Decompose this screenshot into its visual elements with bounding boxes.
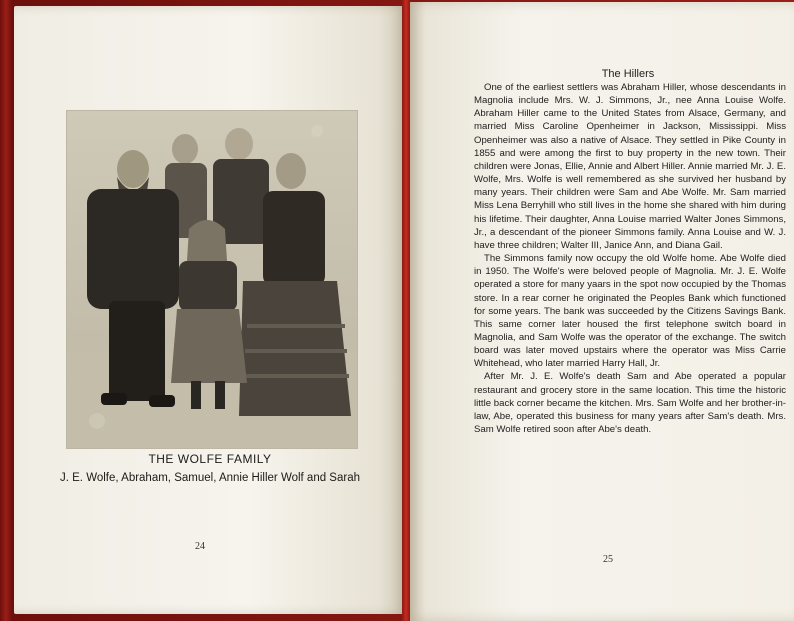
page-number-left: 24 — [195, 541, 205, 552]
paragraph-1: One of the earliest settlers was Abraham Hiller, whose descendants in Magnolia include Mrs. W. J. Simmons, Jr., nee Anna Louise Wolfe. Abraham Hiller came to the United States from Alsace, Germany, and married Miss Caroline Openheimer in Jackson, Mississippi. Miss Openheimer was also a native of Alsace. They settled in Pike County in 1855 and were among the first to buy property in the new town. Their children were Jonas, Ellie, Annie and Albert Hiller. Annie married Mr. J. E. Wolfe, Mrs. Wolfe is well remembered as she survived her husband by many years. Their children were Sam and Abe Wolfe. Mr. Sam married Miss Lena Berryhill who still lives in the home she shared with him during his lifetime. Their daughter, Anna Louise married Walter Jones Simmons, Jr., a descendant of the pioneer Simmons family. Anna Louise and W. J. have three children; Walter III, Janice Ann, and Diana Gail. — [474, 82, 786, 251]
body-text — [474, 81, 786, 436]
photo-caption-names: J. E. Wolfe, Abraham, Samuel, Annie Hiller Wolf and Sarah — [60, 472, 360, 484]
family-photograph — [66, 110, 358, 449]
paragraph-3: After Mr. J. E. Wolfe's death Sam and Abe operated a popular restaurant and grocery store in the same location. This time the historic little back corner became the kitchen. Mrs. Sam Wolfe and her brother-in-law, Abe, operated this business for many years after Sam's death. Mrs. Sam Wolfe retired soon after Abe's death. — [474, 371, 786, 436]
book-gutter — [402, 0, 410, 621]
page-number-right: 25 — [603, 554, 613, 565]
paragraph-2: The Simmons family now occupy the old Wolfe home. Abe Wolfe died in 1950. The Wolfe's were beloved people of Magnolia. Mr. J. E. Wolfe operated a store for many yaars in the spot now occupied by the Thomas store. In a rear corner he originated the Peoples Bank which functioned for some years. The bank was succeeded by the Citizens Savings Bank. This same corner later housed the first telephone switch board in Magnolia, and Sam Wolfe was the operator of the exchange. The switch board was later moved upstairs where the operator was Miss Carrie Whitehead, who later married Harry Hall, Jr. — [474, 253, 786, 370]
photo-caption-title: THE WOLFE FAMILY — [148, 452, 272, 466]
family-photo-illustration — [67, 111, 357, 448]
section-heading: The Hillers — [601, 68, 655, 80]
